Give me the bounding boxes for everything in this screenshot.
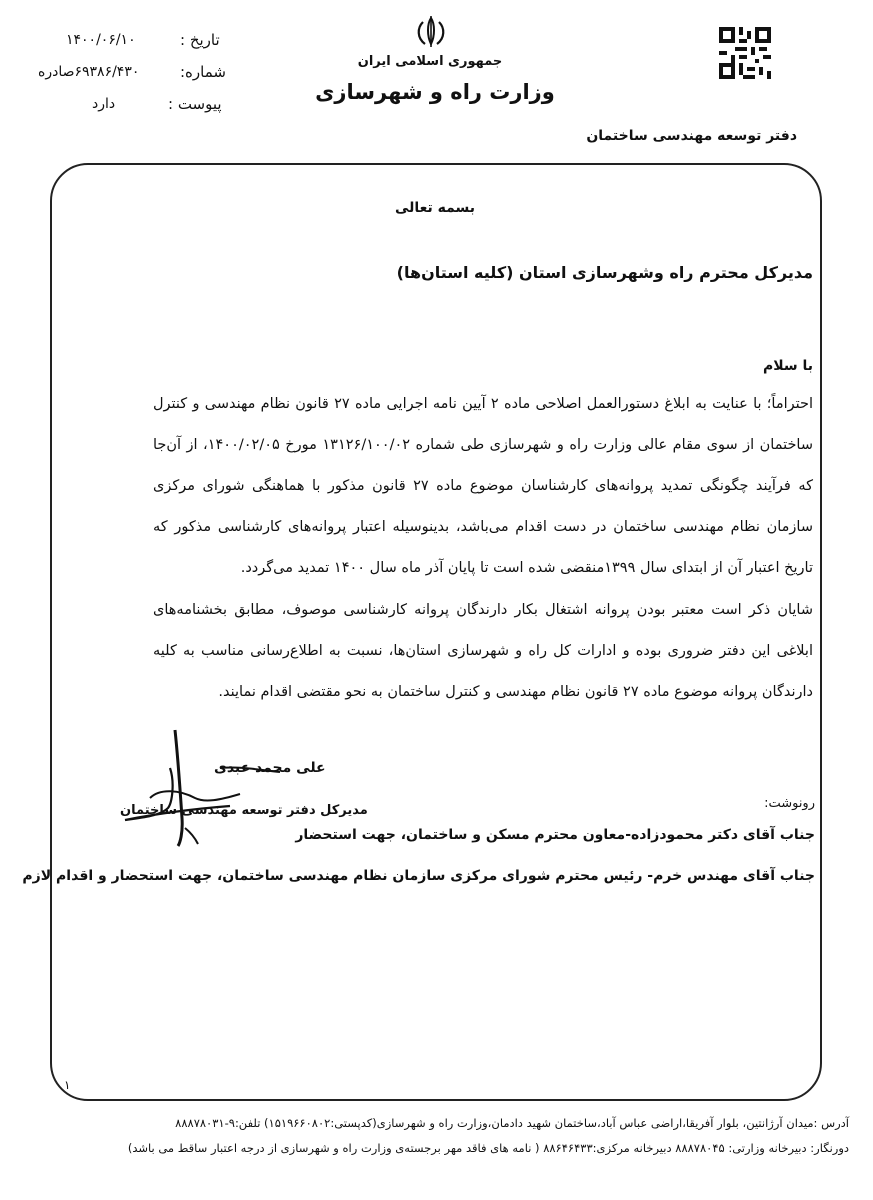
cc-label: رونوشت:: [764, 796, 815, 811]
ministry-title: وزارت راه و شهرسازی: [315, 80, 555, 104]
signatory-title: مدیرکل دفتر توسعه مهندسی ساختمان: [120, 803, 368, 818]
basmala: بسمه تعالی: [394, 200, 476, 216]
footer-fax: دورنگار: دبیرخانه وزارتی: ۸۸۸۷۸۰۴۵ دبیرخانه مرکزی:۸۸۶۴۶۴۳۳ ( نامه های فاقد مهر برجسته‌ی وزارت راه و شهرسازی از درجه اعتبار ساقط می باشد): [127, 1141, 849, 1155]
date-label: تاریخ :: [180, 31, 220, 49]
page-number: ۱: [64, 1078, 71, 1092]
iran-emblem-icon: [413, 14, 449, 50]
number-label: شماره:: [180, 63, 226, 81]
body-paragraph-2: شایان ذکر است معتبر بودن پروانه اشتغال بکار دارندگان پروانه کارشناسی موصوف، مطابق بخشنامه‌های ابلاغی این دفتر ضروری بوده و ادارات کل راه و شهرسازی استان‌ها، نسبت به اطلاع‌رسانی مناسب به کلیه دارندگان پروانه موضوع ماده ۲۷ قانون نظام مهندسی و کنترل ساختمان به نحو مقتضی اقدام نمایند.: [153, 602, 813, 700]
office-title: دفتر توسعه مهندسی ساختمان: [586, 128, 797, 144]
recipient: مدیرکل محترم راه وشهرسازی استان (کلیه استان‌ها): [396, 263, 813, 282]
body-paragraph-1: احتراماً؛ با عنایت به ابلاغ دستورالعمل اصلاحی ماده ۲ آیین نامه اجرایی ماده ۲۷ قانون نظام مهندسی و کنترل ساختمان از سوی مقام عالی وزارت راه و شهرسازی طی شماره ۱۳۱۲۶/۱۰۰/۰۲ مورخ ۱۴۰۰/۰۲/۰۵، از آن‌جا که فرآیند چگونگی تمدید پروانه‌های کارشناسان موضوع ماده ۲۷ قانون مذکور با هماهنگی شورای مرکزی سازمان نظام مهندسی ساختمان در دست اقدام می‌باشد، بدینوسیله اعتبار پروانه‌های کارشناسی مذکور که تاریخ اعتبار آن از ابتدای سال ۱۳۹۹منقضی شده است تا پایان آذر ماه سال ۱۴۰۰ تمدید می‌گردد.: [153, 396, 813, 576]
attachment-value: دارد: [92, 96, 116, 112]
cc-line-2: جناب آقای مهندس خرم- رئیس محترم شورای مرکزی سازمان نظام مهندسی ساختمان، جهت استحضار و اقدام لازم: [22, 868, 815, 884]
date-value: ۱۴۰۰/۰۶/۱۰: [66, 32, 136, 48]
republic-title: جمهوری اسلامی ایران: [357, 54, 503, 69]
cc-line-1: جناب آقای دکتر محمودزاده-معاون محترم مسکن و ساختمان، جهت استحضار: [295, 827, 815, 843]
signatory-name: علی محمد عبدی: [214, 760, 326, 776]
attachment-label: پیوست :: [168, 95, 222, 113]
number-value: ۶۹۳۸۶/۴۳۰صادره: [38, 64, 140, 80]
greeting: با سلام: [762, 358, 813, 374]
footer-address: آدرس :میدان آرژانتین، بلوار آفریقا،اراضی عباس آباد،ساختمان شهید دادمان،وزارت راه و شهرسازی(کدپستی:۱۵۱۹۶۶۰۸۰۲) تلفن:۹-۸۸۸۷۸۰۳۱: [175, 1116, 849, 1130]
qr-code-icon: [719, 27, 771, 79]
handwritten-signature: [120, 728, 320, 848]
